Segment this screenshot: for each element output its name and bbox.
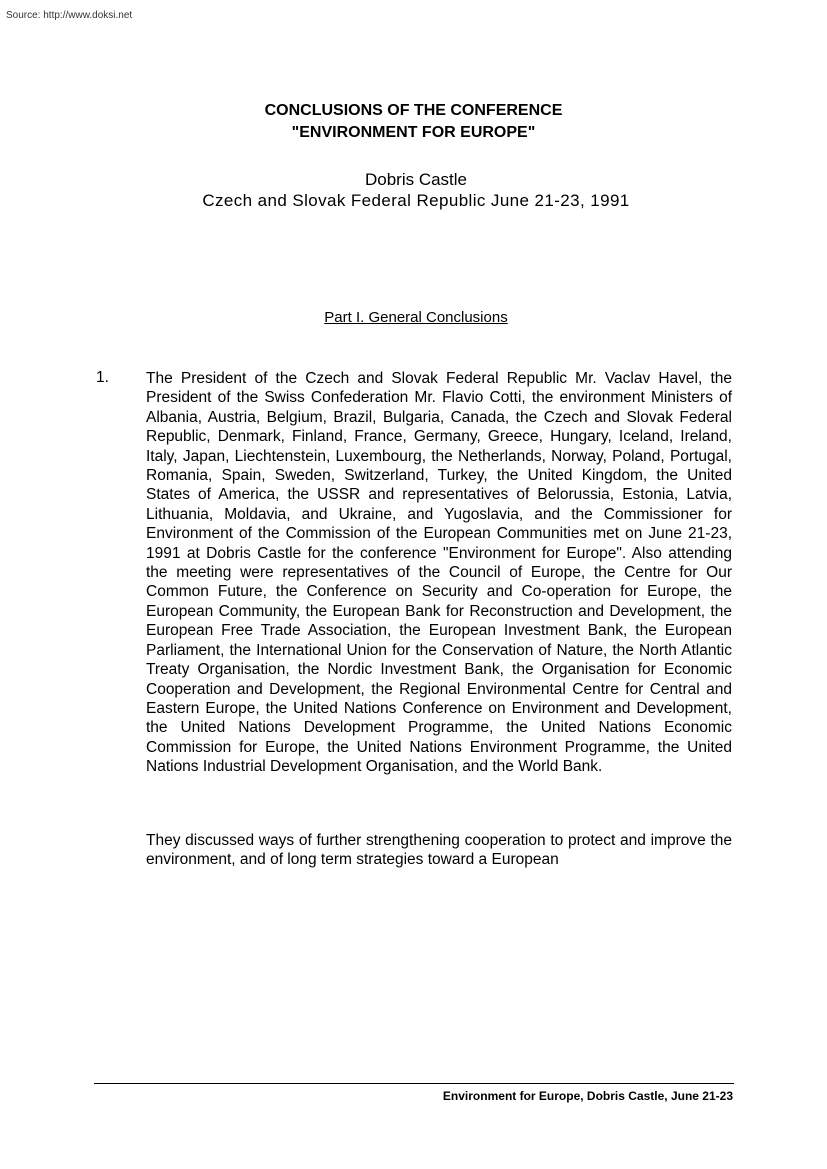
source-label: Source: http://www.doksi.net — [6, 10, 133, 21]
document-subtitle-date: Czech and Slovak Federal Republic June 21-23, 1991 — [202, 191, 630, 210]
document-subtitle-location: Dobris Castle — [364, 170, 468, 189]
document-title-line-1: CONCLUSIONS OF THE CONFERENCE — [264, 102, 563, 119]
paragraph-2-text: They discussed ways of further strengthening cooperation to protect and improve the environment, and of long term strategies toward a European — [146, 832, 732, 869]
section-heading: Part I. General Conclusions — [324, 309, 508, 326]
footer-text: Environment for Europe, Dobris Castle, June 21-23 — [442, 1089, 733, 1103]
paragraph-number: 1. — [96, 369, 109, 386]
document-title-line-2: "ENVIRONMENT FOR EUROPE" — [291, 124, 536, 141]
paragraph-1-text: The President of the Czech and Slovak Federal Republic Mr. Vaclav Havel, the President of the Swiss Confederation Mr. Flavio Cotti, the environment Ministers of Albania, Austria, Belgium, Brazil, Bulgaria, Canada, the Czech and Slovak Federal Republic, Denmark, Finland, France, Germany, Greece, Hungary, Iceland, Ireland, Italy, Japan, Liechtenstein, Luxembourg, the Netherlands, Norway, Poland, Portugal, Romania, Spain, Sweden, Switzerland, Turkey, the United Kingdom, the United States of America, the USSR and representatives of Belorussia, Estonia, Latvia, Lithuania, Moldavia, and Ukraine, and Yugoslavia, and the Commissioner for Environment of the Commission of the European Communities met on June 21-23, 1991 at Dobris Castle for the conference "Environment for Europe". Also attending the meeting were representatives of the Council of Europe, the Centre for Our Common Future, the Conference on Security and Co-operation for Europe, the European Community, the European Bank for Reconstruction and Development, the European Free Trade Association, the European Investment Bank, the European Parliament, the International Union for the Conservation of Nature, the North Atlantic Treaty Organisation, the Nordic Investment Bank, the Organisation for Economic Cooperation and Development, the Regional Environmental Centre for Central and Eastern Europe, the United Nations Conference on Environment and Development, the United Nations Development Programme, the United Nations Economic Commission for Europe, the United Nations Environment Programme, the United Nations Industrial Development Organisation, and the World Bank. — [146, 370, 732, 776]
footer-divider — [94, 1083, 734, 1084]
